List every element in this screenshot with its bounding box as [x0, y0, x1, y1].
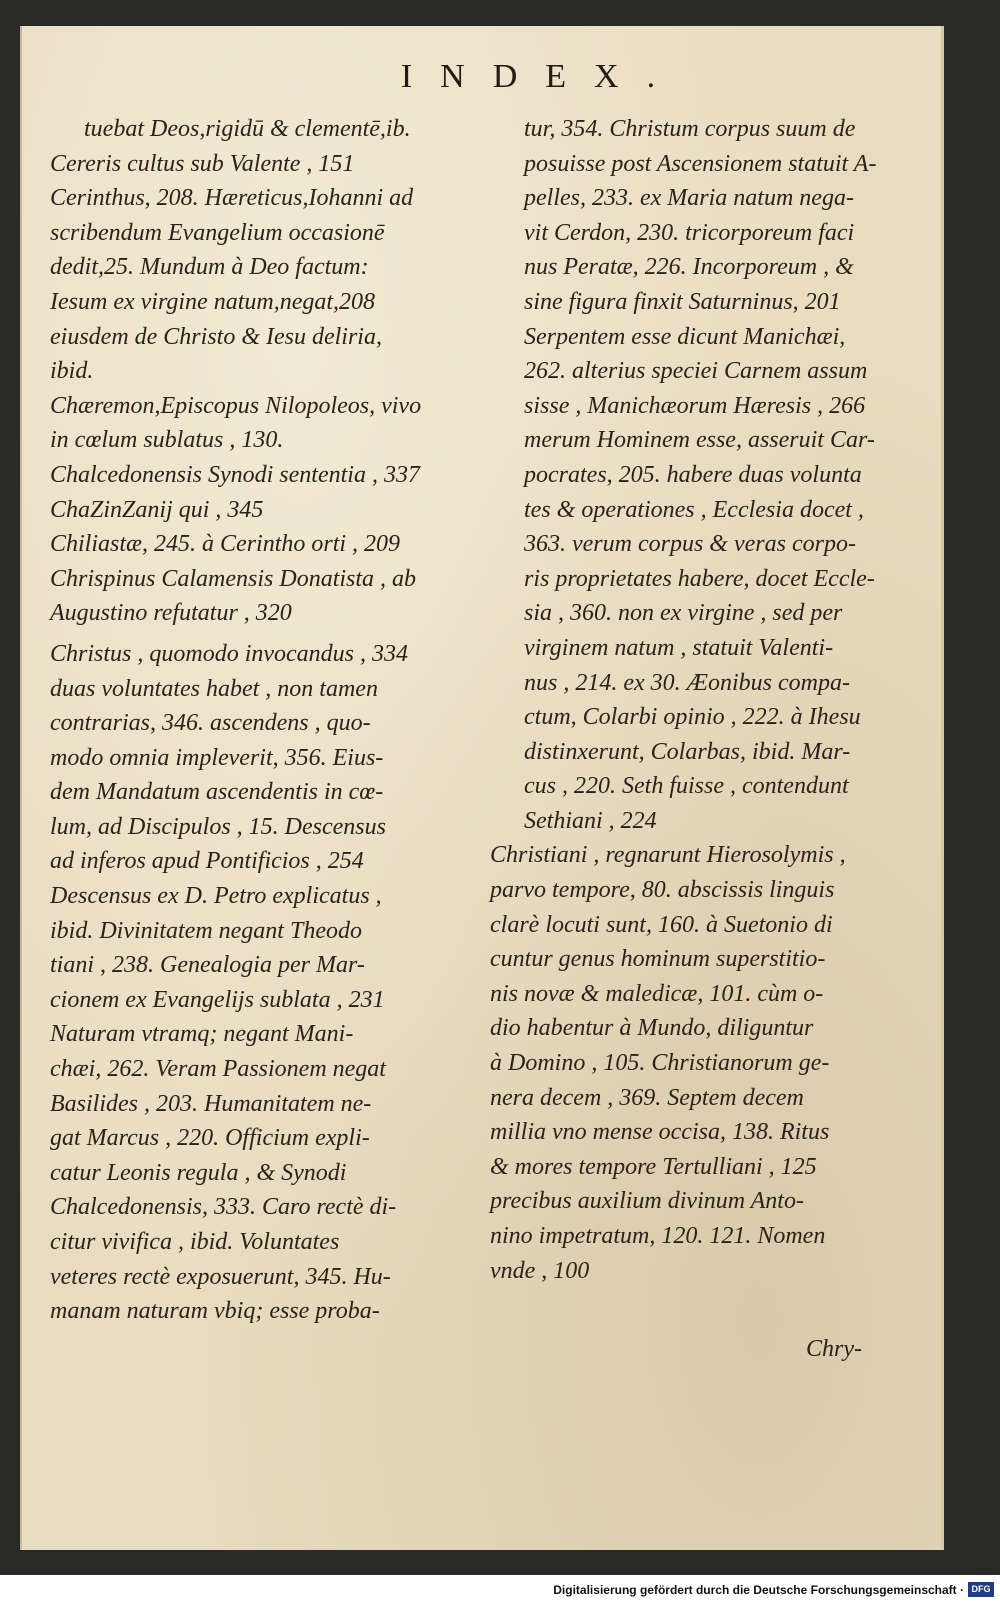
- index-line: eiusdem de Christo & Iesu deliria,: [50, 323, 382, 350]
- index-line: ad inferos apud Pontificios , 254: [50, 848, 364, 875]
- index-line: manam naturam vbiq; esse proba-: [50, 1298, 380, 1325]
- index-line: Iesum ex virgine natum,negat,208: [50, 288, 376, 315]
- index-line: Christiani , regnarunt Hierosolymis ,: [490, 842, 846, 869]
- index-line: merum Hominem esse, asseruit Car-: [524, 427, 875, 454]
- index-line: cuntur genus hominum superstitio-: [490, 946, 826, 973]
- index-line: Christus , quomodo invocandus , 334: [50, 640, 409, 667]
- index-line: nus , 214. ex 30. Æonibus compa-: [524, 669, 850, 696]
- index-line: 363. verum corpus & veras corpo-: [524, 531, 856, 558]
- index-line: Serpentem esse dicunt Manichæi,: [524, 323, 846, 350]
- index-line: posuisse post Ascensionem statuit A-: [524, 150, 877, 177]
- index-entry: [50, 562, 490, 631]
- index-line: lum, ad Discipulos , 15. Descensus: [50, 813, 386, 840]
- index-line: parvo tempore, 80. abscissis linguis: [490, 877, 835, 904]
- index-line: pocrates, 205. habere duas volunta: [524, 461, 862, 488]
- index-line: chæi, 262. Veram Passionem negat: [50, 1056, 386, 1083]
- index-line: sine figura finxit Saturninus, 201: [524, 288, 841, 315]
- index-line: tiani , 238. Genealogia per Mar-: [50, 952, 365, 979]
- index-line: dem Mandatum ascendentis in cœ-: [50, 779, 384, 806]
- index-entry: [50, 637, 490, 1329]
- index-line: virginem natum , statuit Valenti-: [524, 634, 834, 661]
- index-entry: [490, 838, 902, 1288]
- index-entry: [50, 389, 490, 458]
- footer-credit: Digitalisierung gefördert durch die Deutsche Forschungsgemeinschaft ·: [553, 1583, 964, 1597]
- index-line: Chalcedonensis, 333. Caro rectè di-: [50, 1194, 397, 1221]
- right-column: [490, 112, 902, 1288]
- index-line: à Domino , 105. Christianorum ge-: [490, 1050, 830, 1077]
- book-page: [20, 26, 944, 1550]
- index-line: veteres rectè exposuerunt, 345. Hu-: [50, 1263, 391, 1290]
- index-line: Chalcedonensis Synodi sententia , 337: [50, 461, 420, 488]
- index-entry: [490, 112, 902, 838]
- index-line: sia , 360. non ex virgine , sed per: [524, 600, 843, 627]
- index-line: cus , 220. Seth fuisse , contendunt: [524, 773, 849, 800]
- index-line: Naturam vtramq; negant Mani-: [50, 1021, 354, 1048]
- dfg-logo: DFG: [968, 1582, 994, 1597]
- index-line: scribendum Evangelium occasionē: [50, 219, 385, 246]
- index-line: Augustino refutatur , 320: [50, 600, 292, 627]
- index-line: modo omnia impleverit, 356. Eius-: [50, 744, 384, 771]
- index-line: nera decem , 369. Septem decem: [490, 1084, 804, 1111]
- index-line: Cerinthus, 208. Hæreticus,Iohanni ad: [50, 185, 414, 212]
- index-line: vit Cerdon, 230. tricorporeum faci: [524, 219, 855, 246]
- index-line: millia vno mense occisa, 138. Ritus: [490, 1119, 830, 1146]
- left-column: [50, 112, 490, 1329]
- index-line: ChaZinZanij qui , 345: [50, 496, 264, 523]
- index-line: ibid. Divinitatem negant Theodo: [50, 917, 362, 944]
- index-line: Cereris cultus sub Valente , 151: [50, 150, 355, 177]
- index-line: sisse , Manichæorum Hæresis , 266: [524, 392, 866, 419]
- index-line: dio habentur à Mundo, diliguntur: [490, 1015, 814, 1042]
- index-entry: [50, 493, 490, 528]
- index-line: Chæremon,Episcopus Nilopoleos, vivo: [50, 392, 422, 419]
- index-line: pelles, 233. ex Maria natum nega-: [524, 185, 854, 212]
- index-entry: [50, 527, 490, 562]
- index-line: precibus auxilium divinum Anto-: [490, 1188, 804, 1215]
- index-line: 262. alterius speciei Carnem assum: [524, 358, 868, 385]
- index-line: duas voluntates habet , non tamen: [50, 675, 378, 702]
- index-line: tuebat Deos,rigidū & clementē,ib.: [84, 116, 411, 142]
- index-line: nus Peratæ, 226. Incorporeum , &: [524, 254, 854, 281]
- index-line: catur Leonis regula , & Synodi: [50, 1159, 347, 1186]
- index-line: vnde , 100: [490, 1257, 590, 1284]
- index-line: Chiliastæ, 245. à Cerintho orti , 209: [50, 531, 401, 558]
- index-line: tur, 354. Christum corpus suum de: [524, 116, 856, 142]
- index-line: nino impetratum, 120. 121. Nomen: [490, 1223, 826, 1249]
- index-line: in cœlum sublatus , 130.: [50, 427, 284, 454]
- index-entry: [50, 147, 490, 182]
- index-line: ibid.: [50, 358, 94, 385]
- index-line: Sethiani , 224: [524, 807, 657, 834]
- index-line: clarè locuti sunt, 160. à Suetonio di: [490, 911, 833, 938]
- index-line: citur vivifica , ibid. Voluntates: [50, 1229, 340, 1255]
- index-line: nis novæ & maledicæ, 101. cùm o-: [490, 980, 824, 1007]
- index-line: gat Marcus , 220. Officium expli-: [50, 1125, 370, 1152]
- index-line: tes & operationes , Ecclesia docet ,: [524, 496, 864, 523]
- catchword: Chry-: [806, 1336, 862, 1362]
- index-line: Descensus ex D. Petro explicatus ,: [50, 883, 382, 910]
- index-line: contrarias, 346. ascendens , quo-: [50, 710, 371, 737]
- index-line: & mores tempore Tertulliani , 125: [490, 1153, 817, 1180]
- index-entry: [50, 112, 490, 147]
- index-line: dedit,25. Mundum à Deo factum:: [50, 254, 369, 281]
- index-line: distinxerunt, Colarbas, ibid. Mar-: [524, 738, 851, 765]
- index-line: ctum, Colarbi opinio , 222. à Ihesu: [524, 704, 861, 731]
- index-line: cionem ex Evangelijs sublata , 231: [50, 986, 385, 1013]
- index-line: ris proprietates habere, docet Eccle-: [524, 565, 875, 592]
- index-line: Chrispinus Calamensis Donatista , ab: [50, 565, 417, 592]
- index-entry: [50, 458, 490, 493]
- page-header: INDEX.: [400, 58, 684, 95]
- index-entry: [50, 181, 490, 389]
- index-line: Basilides , 203. Humanitatem ne-: [50, 1090, 372, 1117]
